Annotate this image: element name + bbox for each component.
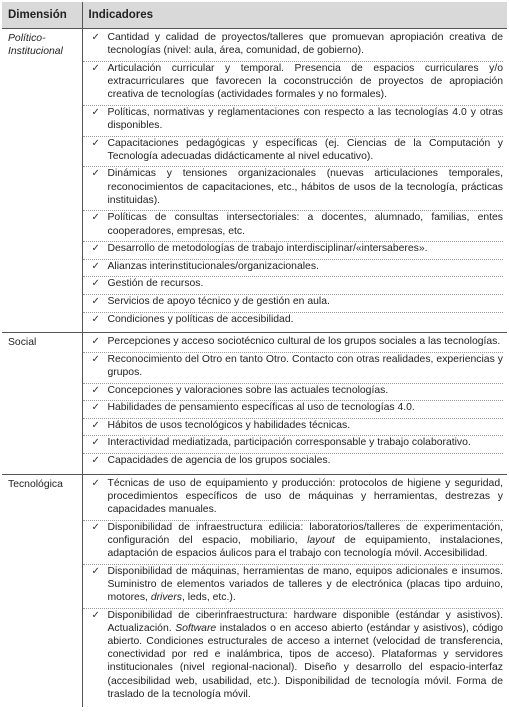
indicator-item: ✓ Servicios de apoyo técnico y de gestión en aula. [83,295,504,313]
table-header-row [2,2,507,29]
check-icon: ✓ [91,260,100,272]
header-dimension: Dimensión [2,2,82,29]
check-icon: ✓ [91,609,100,621]
check-icon: ✓ [91,168,100,180]
check-icon: ✓ [91,32,100,43]
dimension-label: Institucional [8,46,63,58]
indicator-item: ✓ Capacidades de agencia de los grupos sociales. [91,454,331,466]
check-icon: ✓ [91,137,100,149]
indicators-table [2,2,507,707]
check-icon: ✓ [91,62,100,74]
indicator-item: ✓ Disponibilidad de ciberinfraestructura: hardware disponible (estándar y asistivos). Actualización. Software instalados o en acceso abierto (estándar y asistivos), código abierto. Condiciones estructurales de acceso a internet (velocidad de transferencia, conectividad por red e inalámbrica, tipos de acceso). Plataformas y servidores institucionales (nivel regional-nacional). Diseño y desarrollo del espacio-interfaz (accesibilidad web, usabilidad, etc.). Disponibilidad de tecnología móvil. Forma de traslado de la tecnología móvil. [91,609,504,700]
dimension-cell [2,333,82,474]
header-indicators: Indicadores [82,2,507,29]
check-icon: ✓ [91,313,100,325]
section-row-politico [2,29,507,333]
check-icon: ✓ [91,419,100,431]
check-icon: ✓ [91,243,100,255]
check-icon: ✓ [91,295,100,307]
dimension-cell [2,474,82,707]
indicator-item: ✓ Habilidades de pensamiento específicas al uso de tecnologías 4.0. [83,401,504,419]
indicator-item: ✓ Disponibilidad de infraestructura edilicia: laboratorios/talleres de experimentación, configuración del espacio, mobiliario, layout de equipamiento, instalaciones, adaptación de espacios áulicos para el trabajo con tecnología móvil. Accesibilidad. [83,521,504,565]
indicator-item: ✓ Articulación curricular y temporal. Presencia de espacios curriculares y/o extracurriculares que favorecen la coconstrucción de proyectos de apropiación creativa de tecnologías (actividades formales y no formales). [83,62,504,106]
check-icon: ✓ [91,477,100,489]
indicator-item: ✓ Condiciones y políticas de accesibilidad. [91,313,294,325]
dimension-cell [2,29,82,333]
check-icon: ✓ [91,437,100,449]
indicator-item: ✓ Cantidad y calidad de proyectos/talleres que promuevan apropiación creativa de tecnologías (nivel: aula, área, comunidad, de gobierno). [83,31,504,62]
check-icon: ✓ [91,384,100,396]
indicator-item: ✓ Gestión de recursos. [83,277,504,295]
check-icon: ✓ [91,353,100,365]
indicator-item: ✓ Dinámicas y tensiones organizacionales (nuevas articulaciones temporales, reconocimientos de capacitaciones, etc., hábitos de usos de la tecnología, prácticas instituidas). [83,167,504,211]
indicator-item: ✓ Reconocimiento del Otro en tanto Otro. Contacto con otras realidades, experiencias y grupos. [83,353,504,384]
check-icon: ✓ [91,278,100,290]
indicator-item: ✓ Alianzas interinstitucionales/organizacionales. [83,260,504,278]
section-row-social [2,333,507,474]
check-icon: ✓ [91,454,100,466]
check-icon: ✓ [91,106,100,118]
indicator-list [83,29,508,332]
section-row-tecnologica [2,474,507,707]
dimension-label: Tecnológica [8,478,63,490]
check-icon: ✓ [91,402,100,414]
check-icon: ✓ [91,565,100,577]
indicators-cell [82,29,507,333]
check-icon: ✓ [91,212,100,224]
dimension-label: Social [8,337,37,349]
check-icon: ✓ [91,521,100,533]
indicator-item: ✓ Técnicas de uso de equipamiento y producción: protocolos de higiene y seguridad, procedimientos específicos de uso de máquinas y herramientas, destrezas y capacidades manuales. [83,477,504,521]
check-icon: ✓ [91,336,100,348]
indicator-item: ✓ Interactividad mediatizada, participación corresponsable y trabajo colaborativo. [83,436,504,454]
indicator-item: ✓ Capacitaciones pedagógicas y específicas (ej. Ciencias de la Computación y Tecnología adecuadas didácticamente al nivel educativo). [83,137,504,168]
indicator-item: ✓ Políticas, normativas y reglamentaciones con respecto a las tecnologías 4.0 y otras disponibles. [83,106,504,137]
dimension-label: Político- [8,33,46,44]
indicator-item: ✓ Hábitos de usos tecnológicos y habilidades técnicas. [83,419,504,437]
indicator-item: ✓ Concepciones y valoraciones sobre las actuales tecnologías. [83,384,504,402]
indicator-item: ✓ Disponibilidad de máquinas, herramientas de mano, equipos adicionales e insumos. Suministro de elementos variados de talleres y de electrónica (placas tipo arduino, motores, drivers, leds, etc.). [83,565,504,609]
indicator-list [83,475,508,708]
indicators-cell [82,333,507,474]
indicators-cell [82,474,507,707]
indicator-list [83,333,508,473]
indicator-item: ✓ Políticas de consultas intersectoriales: a docentes, alumnado, familias, entes cooperadores, empresas, etc. [83,211,504,242]
indicator-item: ✓ Percepciones y acceso sociotécnico cultural de los grupos sociales a las tecnologías. [83,335,504,353]
indicator-item: ✓ Desarrollo de metodologías de trabajo interdisciplinar/«intersaberes». [83,242,504,260]
